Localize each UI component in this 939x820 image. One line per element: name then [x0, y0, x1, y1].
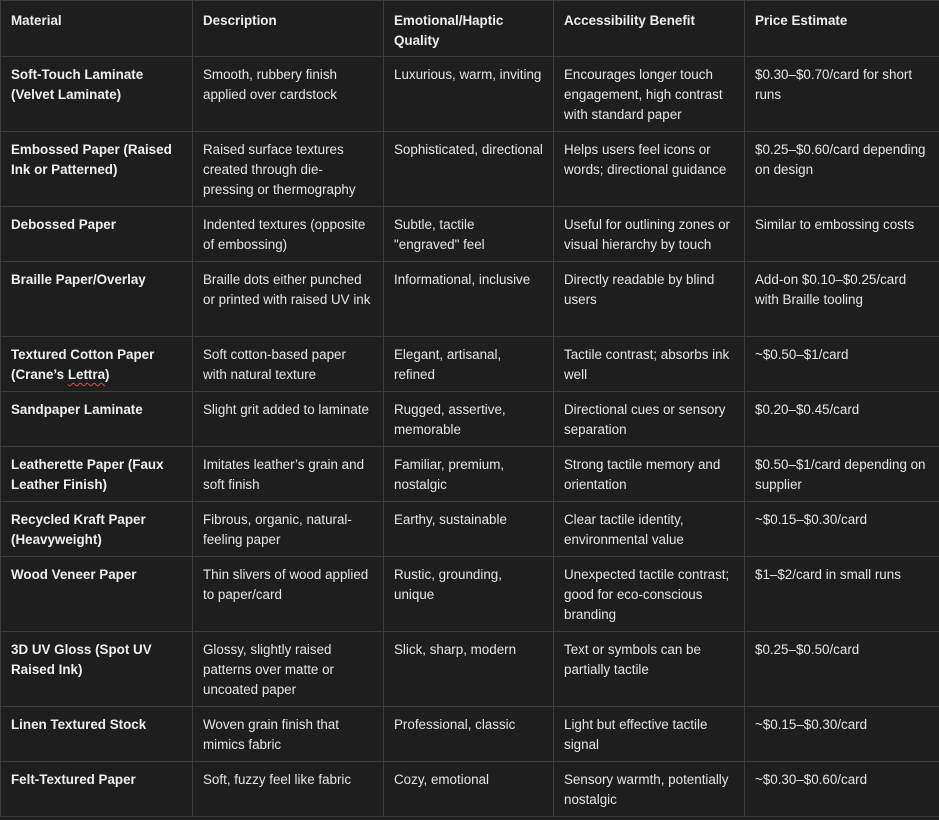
cell-emotional-quality: Rustic, grounding, unique [384, 557, 554, 632]
cell-accessibility-benefit: Useful for outlining zones or visual hierarchy by touch [554, 207, 745, 262]
cell-material: Soft-Touch Laminate (Velvet Laminate) [1, 57, 193, 132]
cell-emotional-quality: Cozy, emotional [384, 762, 554, 817]
cell-accessibility-benefit: Helps users feel icons or words; directional guidance [554, 132, 745, 207]
table-header [1, 1, 939, 57]
table-body [1, 57, 939, 817]
cell-price-estimate: ~$0.50–$1/card [745, 337, 939, 392]
cell-description: Smooth, rubbery finish applied over cardstock [193, 57, 384, 132]
cell-emotional-quality: Luxurious, warm, inviting [384, 57, 554, 132]
cell-description: Raised surface textures created through die-pressing or thermography [193, 132, 384, 207]
cell-description: Soft cotton-based paper with natural texture [193, 337, 384, 392]
material-text-end: ) [105, 367, 110, 382]
table-row [1, 262, 939, 337]
cell-accessibility-benefit: Text or symbols can be partially tactile [554, 632, 745, 707]
cell-emotional-quality: Earthy, sustainable [384, 502, 554, 557]
cell-accessibility-benefit: Strong tactile memory and orientation [554, 447, 745, 502]
table-row [1, 632, 939, 707]
cell-material: Braille Paper/Overlay [1, 262, 193, 337]
table-row [1, 502, 939, 557]
header-emotional-quality: Emotional/Haptic Quality [384, 1, 554, 57]
cell-description: Braille dots either punched or printed with raised UV ink [193, 262, 384, 337]
cell-price-estimate: $0.25–$0.50/card [745, 632, 939, 707]
cell-emotional-quality: Rugged, assertive, memorable [384, 392, 554, 447]
cell-material [1, 337, 193, 392]
cell-price-estimate: Similar to embossing costs [745, 207, 939, 262]
cell-description: Imitates leather’s grain and soft finish [193, 447, 384, 502]
header-price-estimate: Price Estimate [745, 1, 939, 57]
cell-accessibility-benefit: Encourages longer touch engagement, high contrast with standard paper [554, 57, 745, 132]
cell-material: Linen Textured Stock [1, 707, 193, 762]
cell-accessibility-benefit: Sensory warmth, potentially nostalgic [554, 762, 745, 817]
cell-accessibility-benefit: Directly readable by blind users [554, 262, 745, 337]
cell-price-estimate: ~$0.15–$0.30/card [745, 502, 939, 557]
cell-material: Sandpaper Laminate [1, 392, 193, 447]
cell-emotional-quality: Informational, inclusive [384, 262, 554, 337]
cell-description: Glossy, slightly raised patterns over matte or uncoated paper [193, 632, 384, 707]
table-row [1, 557, 939, 632]
cell-description: Slight grit added to laminate [193, 392, 384, 447]
table-row [1, 207, 939, 262]
cell-accessibility-benefit: Tactile contrast; absorbs ink well [554, 337, 745, 392]
cell-material: Wood Veneer Paper [1, 557, 193, 632]
cell-accessibility-benefit: Light but effective tactile signal [554, 707, 745, 762]
cell-accessibility-benefit: Clear tactile identity, environmental value [554, 502, 745, 557]
cell-price-estimate: ~$0.30–$0.60/card [745, 762, 939, 817]
cell-emotional-quality: Elegant, artisanal, refined [384, 337, 554, 392]
material-text: Textured Cotton Paper (Crane’s [11, 347, 155, 382]
cell-price-estimate: $0.30–$0.70/card for short runs [745, 57, 939, 132]
cell-material: Embossed Paper (Raised Ink or Patterned) [1, 132, 193, 207]
cell-material: Felt-Textured Paper [1, 762, 193, 817]
cell-emotional-quality: Slick, sharp, modern [384, 632, 554, 707]
cell-emotional-quality: Subtle, tactile "engraved" feel [384, 207, 554, 262]
cell-emotional-quality: Sophisticated, directional [384, 132, 554, 207]
header-description: Description [193, 1, 384, 57]
table-row [1, 447, 939, 502]
table-row [1, 337, 939, 392]
cell-material: Debossed Paper [1, 207, 193, 262]
cell-description: Thin slivers of wood applied to paper/card [193, 557, 384, 632]
cell-material: Recycled Kraft Paper (Heavyweight) [1, 502, 193, 557]
cell-description: Woven grain finish that mimics fabric [193, 707, 384, 762]
table-row [1, 707, 939, 762]
cell-description: Fibrous, organic, natural-feeling paper [193, 502, 384, 557]
header-row [1, 1, 939, 57]
cell-price-estimate: Add-on $0.10–$0.25/card with Braille tooling [745, 262, 939, 337]
header-accessibility-benefit: Accessibility Benefit [554, 1, 745, 57]
cell-price-estimate: $0.25–$0.60/card depending on design [745, 132, 939, 207]
cell-accessibility-benefit: Directional cues or sensory separation [554, 392, 745, 447]
cell-price-estimate: ~$0.15–$0.30/card [745, 707, 939, 762]
cell-price-estimate: $0.20–$0.45/card [745, 392, 939, 447]
table-row [1, 132, 939, 207]
header-material: Material [1, 1, 193, 57]
cell-material: 3D UV Gloss (Spot UV Raised Ink) [1, 632, 193, 707]
cell-material: Leatherette Paper (Faux Leather Finish) [1, 447, 193, 502]
table-row [1, 762, 939, 817]
table-row [1, 57, 939, 132]
table-row [1, 392, 939, 447]
cell-emotional-quality: Familiar, premium, nostalgic [384, 447, 554, 502]
cell-price-estimate: $0.50–$1/card depending on supplier [745, 447, 939, 502]
cell-emotional-quality: Professional, classic [384, 707, 554, 762]
cell-description: Soft, fuzzy feel like fabric [193, 762, 384, 817]
cell-accessibility-benefit: Unexpected tactile contrast; good for eco-conscious branding [554, 557, 745, 632]
spellcheck-flagged-word[interactable]: Lettra [67, 367, 106, 382]
cell-price-estimate: $1–$2/card in small runs [745, 557, 939, 632]
cell-description: Indented textures (opposite of embossing) [193, 207, 384, 262]
